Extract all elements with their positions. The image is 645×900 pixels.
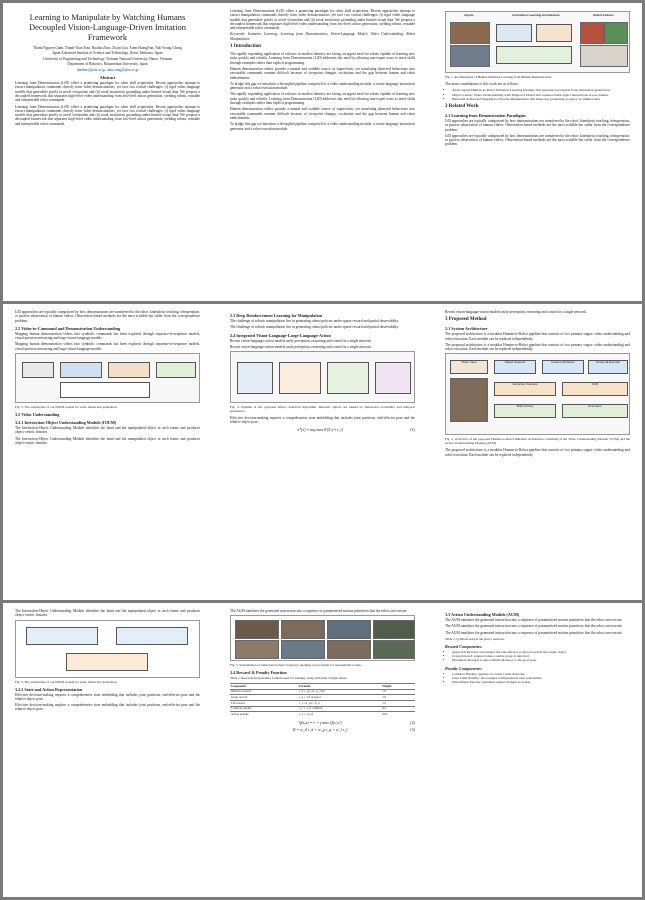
- abstract-heading: Abstract: [99, 75, 116, 81]
- equation-2-body: Q(s,a) = r + γ max Q(s',a'): [298, 719, 342, 725]
- reward-components-heading: Reward Components:: [445, 643, 483, 649]
- fig5-frame-6: [281, 640, 325, 659]
- section-related-work-heading: 2 Related Work: [445, 103, 479, 109]
- figure-3-caption: Fig. 3. The architecture of our IOUM system for video instruction generation.: [15, 405, 118, 410]
- page2-column-middle: [230, 310, 415, 434]
- equation-3-body: R = w_d r_d + w_g r_g + w_l r_l: [292, 726, 348, 732]
- affiliation-2: University of Engineering and Technology, Vietnam National University, Hanoi, Vietnam: [43, 56, 172, 61]
- table-cell: Distance reward: [230, 689, 298, 695]
- fig1-vlm-block: [536, 24, 572, 42]
- state-action-paragraph-b: Effective decision-making requires a comprehensive state embedding that includes joint positions, end-effector pose and the relative object pose.: [15, 703, 200, 712]
- equation-2-number: (2): [410, 719, 415, 725]
- fig1-policy-block: [496, 46, 572, 64]
- figure-3b: [15, 620, 200, 678]
- ioum-continuation: The Interaction-Object Understanding Module identifies the hand and the manipulated object in each frame and produces object-centric features.: [15, 609, 200, 618]
- fig5-frame-1: [235, 620, 279, 639]
- table-header-cell: Weight: [381, 684, 415, 690]
- equation-1: [230, 427, 415, 432]
- fig1-robot-thumb-2: [604, 22, 628, 44]
- keywords: Keywords: Imitation Learning; Learning from Demonstration; Vision-Language Model; Video Understanding; Robot Manipulation: [230, 32, 415, 41]
- penalty-components-list: [445, 672, 630, 685]
- state-action-paragraph: Effective decision-making requires a comprehensive state embedding that includes joint positions, end-effector pose and the relative object pose.: [15, 692, 200, 701]
- page1-column-middle: [230, 9, 415, 133]
- fig3-input-block: [22, 362, 54, 378]
- reward-item-1: • Approach Reward: encourages the end-effector to move towards the target object.: [452, 650, 630, 654]
- fig2-feature-extractor: Feature Extractor: [542, 360, 584, 374]
- fig-module-a: [26, 627, 98, 645]
- page3-column-left: [15, 609, 200, 714]
- figure-5: [230, 615, 415, 661]
- equation-2: [230, 720, 415, 725]
- table-cell: r_c = -1 if collision: [298, 706, 381, 712]
- fig3-output-block: [156, 362, 196, 378]
- system-architecture-paragraph-b: The proposed architecture is a modular Human-to-Robot pipeline that consists of two primary stages: video understanding and robot execution. Each module can be replaced independently.: [445, 342, 630, 352]
- abstract-continuation: Learning from Demonstration (LfD) offers a promising paradigm for robot skill acquisition. Recent approaches attempt to extract manipulation commands directly from video demonstrations, yet face two critical challenges: (i) rigid video–language models that generalize poorly to novel viewpoints and (ii) weak instruction grounding under limited visual data. We propose a decoupled framework that separates high-level video understanding from low-level action generation, yielding robust, reusable and interpretable robot commands.: [230, 9, 415, 31]
- intro-paragraph-1b: The rapidly expanding application of robotics in modern industry are facing an urgent need for robots capable of learning new tasks quickly and reliably. Learning from Demonstration (LfD) addresses this need by allowing non-expert users to teach skills through examples rather than explicit programming.: [230, 92, 415, 106]
- reward-components-list: [445, 650, 630, 663]
- abstract-text-cont: Learning from Demonstration (LfD) offers a promising paradigm for robot skill acquisition. Recent approaches attempt to extract manipulation commands directly from video demonstrations, yet face two critical challenges: (i) rigid video–language models that generalize poorly to novel viewpoints and (ii) weak instruction grounding under limited visual data. We propose a decoupled framework that separates high-level video understanding from low-level action generation, yielding robust, reusable and interpretable robot commands.: [15, 104, 200, 126]
- penalty-components-heading: Penalty Components:: [445, 665, 483, 671]
- contribution-3: • Hierarchical Reward Shaping for Precise Manipulation that improves grounding accuracy on limited data.: [452, 97, 630, 101]
- paper-title: Learning to Manipulate by Watching Humans Decoupled Vision-Language-Driven Imitation Framework: [28, 12, 186, 42]
- system-architecture-paragraph-c: The proposed architecture is a modular Human-to-Robot pipeline that consists of two primary stages: video understanding and robot execution. Each module can be replaced independently.: [445, 448, 630, 457]
- reward-table: [230, 683, 415, 717]
- lfd-paragraph: LfD approaches are typically categorized by how demonstrations are transferred to the robot: kinesthetic teaching, teleoperation, or passive observation of human videos. Observation-based methods are the most scalable but suffer from the correspondence problem.: [445, 118, 630, 132]
- table-cell: 0.01: [381, 712, 415, 717]
- fig4-stage-3: [327, 362, 369, 394]
- table-2-caption: Table 2. Symbols used in the policy network.: [445, 636, 505, 641]
- page1-column-right: [445, 9, 630, 149]
- table-cell: Lift reward: [230, 701, 298, 707]
- subsection-reward-heading: 3.4 Reward & Penalty Function: [230, 670, 287, 676]
- fig3-decoder-block: [108, 362, 150, 378]
- intro-paragraph-3b: To bridge this gap we introduce a decoupled pipeline composed of a video understanding module, a vision-language instruction generator and a robot execution module.: [230, 122, 415, 131]
- contact-emails[interactable]: thanhnc@jaist.ac.jp, nakyoung@jaist.ac.jp: [76, 67, 139, 72]
- fig5-frame-2: [281, 620, 325, 639]
- section-introduction-heading: 1 Introduction: [230, 44, 261, 50]
- affiliation-1: Japan Advanced Institute of Science and Technology, Nomi, Ishikawa, Japan: [52, 51, 163, 56]
- contribution-list: [445, 88, 630, 101]
- intro-paragraph-2: Human demonstration videos provide a natural and scalable source of supervision, yet translating observed behaviours into executable commands remains difficult because of viewpoint changes, occlusions and the gap between human and robot embodiments.: [230, 66, 415, 80]
- fig4-stage-2: [279, 362, 321, 394]
- intro-paragraph-1: The rapidly expanding application of robotics in modern industry are facing an urgent need for robots capable of learning new tasks quickly and reliably. Learning from Demonstration (LfD) addresses this need by allowing non-expert users to teach skills through examples rather than explicit programming.: [230, 52, 415, 65]
- aum-lead: The AUM translates the generated instruction into a sequence of parametrized motion primitives that the robot can execute.: [230, 609, 408, 613]
- fig1-actions-label: Robot Actions: [593, 13, 614, 17]
- drl-paragraph-b: The challenge of robotic manipulation lies in generating robust policies under sparse reward and partial observability.: [230, 325, 400, 330]
- fig1-robot-thumb-3: [580, 45, 628, 67]
- fig1-architecture-label: Instruction Learning Architecture: [512, 13, 560, 17]
- table-cell: Collision penalty: [230, 706, 298, 712]
- table-cell: 2.0: [381, 695, 415, 701]
- contribution-1: • A Decoupled Human-to-Robot Imitation Learning Pipeline that separates perception from instruction generation.: [452, 88, 630, 92]
- penalty-item-1: • Collision Penalty: applied on contact with obstacles.: [452, 672, 630, 676]
- fig1-inputs-label: Inputs: [464, 13, 474, 17]
- figure-4: [230, 351, 415, 403]
- fig2-vlm: VLM: [562, 382, 628, 396]
- fig3-encoder-block: [60, 362, 102, 378]
- figure-4-caption: Fig. 4. Pipeline of the proposed Object Selection Algorithm. Detected objects are ranked by interaction probability and temporal persistence.: [230, 405, 415, 414]
- table-row: [230, 712, 415, 717]
- table-cell: r_l = h_obj - h_0: [298, 701, 381, 707]
- figure-1: [445, 11, 630, 73]
- video-to-command-paragraph-b: Mapping human demonstration videos into symbolic commands has been explored through sequence-to-sequence models, visual question answering and large vision-language models.: [15, 342, 200, 351]
- fig4-stage-4: [375, 362, 411, 394]
- vla-paragraph: Recent vision-language-action models unify perception, reasoning and control in a single network.: [230, 338, 372, 343]
- table-cell: Grasp reward: [230, 695, 298, 701]
- subsection-aum-heading: 3.3 Action Understanding Module (AUM): [445, 612, 520, 617]
- fig5-frame-4: [373, 620, 415, 639]
- figure-1-caption: Fig. 1. An illustration of Human Imitation Learning from Human Demonstration.: [445, 75, 553, 79]
- section-proposed-method-heading: 3 Proposed Method: [445, 317, 487, 323]
- subsection-ioum-heading: 3.2.1 Interaction-Object Understanding Module (IOUM): [15, 420, 117, 426]
- ioum-paragraph-b: The Interaction-Object Understanding Module identifies the hand and the manipulated object in each frame and produces object-centric features.: [15, 436, 200, 445]
- aum-paragraph: The AUM translates the generated instruction into a sequence of parametrized motion primitives that the robot can execute.: [445, 618, 623, 622]
- vla-paragraph-b: Recent vision-language-action models unify perception, reasoning and control in a single network.: [230, 344, 372, 349]
- reward-item-3: • Placement Reward: scales with the distance to the goal pose.: [452, 658, 630, 662]
- figure-2: [445, 353, 630, 435]
- fig1-detector-block: [496, 24, 532, 42]
- contribution-2: • Object-Centric Video Understanding with Temporal Model that captures hand-object interactions across frames.: [452, 93, 630, 97]
- system-architecture-paragraph: The proposed architecture is a modular Human-to-Robot pipeline that consists of two primary stages: video understanding and robot execution. Each module can be replaced independently.: [445, 332, 630, 341]
- subsection-drl-heading: 2.3 Deep Reinforcement Learning for Manipulation: [230, 313, 323, 318]
- video-to-command-paragraph: Mapping human demonstration videos into symbolic commands has been explored through sequence-to-sequence models, visual question answering and large vision-language models.: [15, 331, 200, 341]
- fig3-attention-block: [60, 382, 150, 398]
- intro-paragraph-2b: Human demonstration videos provide a natural and scalable source of supervision, yet translating observed behaviours into executable commands remains difficult because of viewpoint changes, occlusions and the gap between human and robot embodiments.: [230, 107, 415, 120]
- author-list: Thanh Nguyen Canh, Thanh-Tuan Tran, Haolan Zhao, Ziyan Gao, Xiem HoangVan, Nak Young Chong: [33, 46, 182, 50]
- penalty-item-2: • Joint Limit Penalty: discourages configurations near joint limits.: [452, 676, 630, 680]
- vla-continuation: Recent vision-language-action models unify perception, reasoning and control in a single network.: [445, 310, 587, 314]
- equation-3: [230, 727, 415, 732]
- reward-item-2: • Grasp Reward: granted when a stable grasp is detected.: [452, 654, 630, 658]
- fig5-frame-5: [235, 640, 279, 659]
- subsection-system-architecture-heading: 3.1 System Architecture: [445, 326, 488, 332]
- subsection-vla-heading: 2.4 Integrated Vision-Language-Large-Language-Action: [230, 332, 331, 338]
- fig-module-b: [116, 627, 188, 645]
- subsection-video-understanding-heading: 3.2 Video Understanding: [15, 412, 60, 418]
- page2-column-left: [15, 310, 200, 447]
- lfd-continuation: LfD approaches are typically categorized by how demonstrations are transferred to the robot: kinesthetic teaching, teleoperation, or passive observation of human videos. Observation-based methods are the most scalable but suffer from the correspondence problem.: [15, 310, 200, 323]
- fig5-frame-7: [327, 640, 371, 659]
- affiliation-3: Department of Robotics, Ritsumeikan University, Japan: [67, 62, 148, 67]
- table-cell: 1.0: [381, 689, 415, 695]
- fig2-instruction-decoder: Instruction Decoder: [494, 382, 556, 396]
- page1-column-left: [15, 9, 200, 128]
- aum-paragraph-b: The AUM translates the generated instruction into a sequence of parametrized motion primitives that the robot can execute.: [445, 624, 623, 629]
- fig5-frame-3: [327, 620, 371, 639]
- fig2-object-detector: Object Detector: [494, 360, 536, 374]
- aum-paragraph-c: The AUM translates the generated instruction into a sequence of parametrized motion primitives that the robot can execute.: [445, 630, 623, 635]
- figure-3: [15, 353, 200, 403]
- lfd-paragraph-b: LfD approaches are typically categorized by how demonstrations are transferred to the robot: kinesthetic teaching, teleoperation, or passive observation of human videos. Observation-based methods are the most scalable but suffer from the correspondence problem.: [445, 133, 630, 147]
- page-1: [3, 3, 642, 301]
- table-1-caption: Table 1. Rewards and penalties formula used for training, along with their weight values.: [230, 676, 348, 681]
- fig2-video-input: Video Input: [450, 360, 488, 374]
- page-3: [3, 603, 642, 897]
- table-cell: r_d = -||p_ee - p_obj||: [298, 689, 381, 695]
- table-cell: Action penalty: [230, 712, 298, 717]
- abstract-text: Learning from Demonstration (LfD) offers a promising paradigm for robot skill acquisition. Recent approaches attempt to extract manipulation commands directly from video demonstrations, yet face two critical challenges: (i) rigid video–language models that generalize poorly to novel viewpoints and (ii) weak instruction grounding under limited visual data. We propose a decoupled framework that separates high-level video understanding from low-level action generation, yielding robust, reusable and interpretable robot commands.: [15, 81, 200, 103]
- equation-1-body: π*(s) = arg max E[Σ γ^t r_t]: [297, 426, 344, 432]
- fig-module-c: [66, 653, 148, 671]
- table-header-cell: Component: [230, 684, 298, 690]
- state-action-intro: Effective decision-making requires a comprehensive state embedding that includes joint positions, end-effector pose and the relative object pose.: [230, 416, 415, 425]
- subsection-lfd-heading: 2.1 Learning from Demonstration Paradigms: [445, 112, 526, 118]
- fig4-stage-1: [237, 362, 273, 394]
- intro-paragraph-3: To bridge this gap we introduce a decoupled pipeline composed of a video understanding module, a vision-language instruction generator and a robot execution module.: [230, 81, 415, 91]
- subsection-video-to-command-heading: 2.2 Video-to-Command and Demonstration Understanding: [15, 325, 121, 331]
- fig1-human-video-thumb: [450, 22, 490, 44]
- table-cell: 1.5: [381, 701, 415, 707]
- fig1-robot-thumb-1: [580, 22, 604, 44]
- equation-3-number: (3): [410, 726, 415, 732]
- fig2-video-frames: [450, 378, 488, 422]
- page3-column-middle: [230, 609, 415, 734]
- fig1-human-video-thumb-2: [450, 45, 490, 67]
- contributions-intro: The main contributions of this work are as follows:: [445, 82, 519, 86]
- figure-3b-caption: Fig. 3. The architecture of our IOUM system for video instruction generation.: [15, 679, 118, 684]
- table-cell: r_g = 1 if grasped: [298, 695, 381, 701]
- table-cell: 0.5: [381, 706, 415, 712]
- page3-column-right: [445, 609, 630, 686]
- ioum-paragraph: The Interaction-Object Understanding Module identifies the hand and the manipulated object in each frame and produces object-centric features.: [15, 426, 200, 435]
- penalty-item-3: • Smoothness Penalty: penalizes abrupt changes in action.: [452, 680, 630, 684]
- fig2-temporal-encoder: Temporal Encoder: [588, 360, 628, 374]
- table-cell: r_a = -||a_t||: [298, 712, 381, 717]
- table-header-cell: Formula: [298, 684, 381, 690]
- figure-2-caption: Fig. 2. Overview of the proposed Human-to-Robot Imitation architecture consisting of the Video Understanding Module (VUM) and the Action Understanding Module (AUM).: [445, 437, 630, 446]
- fig2-robot-policy: Robot Policy: [494, 404, 556, 418]
- drl-paragraph: The challenge of robotic manipulation lies in generating robust policies under sparse reward and partial observability.: [230, 319, 400, 323]
- fig2-execution: Execution: [562, 404, 628, 418]
- subsection-state-action-heading: 3.2.2 State and Action Representation: [15, 686, 83, 692]
- fig5-frame-8: [373, 640, 415, 659]
- page2-column-right: [445, 310, 630, 459]
- equation-1-number: (1): [410, 426, 415, 432]
- figure-5-caption: Fig. 5. Visualization of behavioural object trajectory tracking across frames for representative tasks.: [230, 663, 362, 668]
- page-2: [3, 304, 642, 600]
